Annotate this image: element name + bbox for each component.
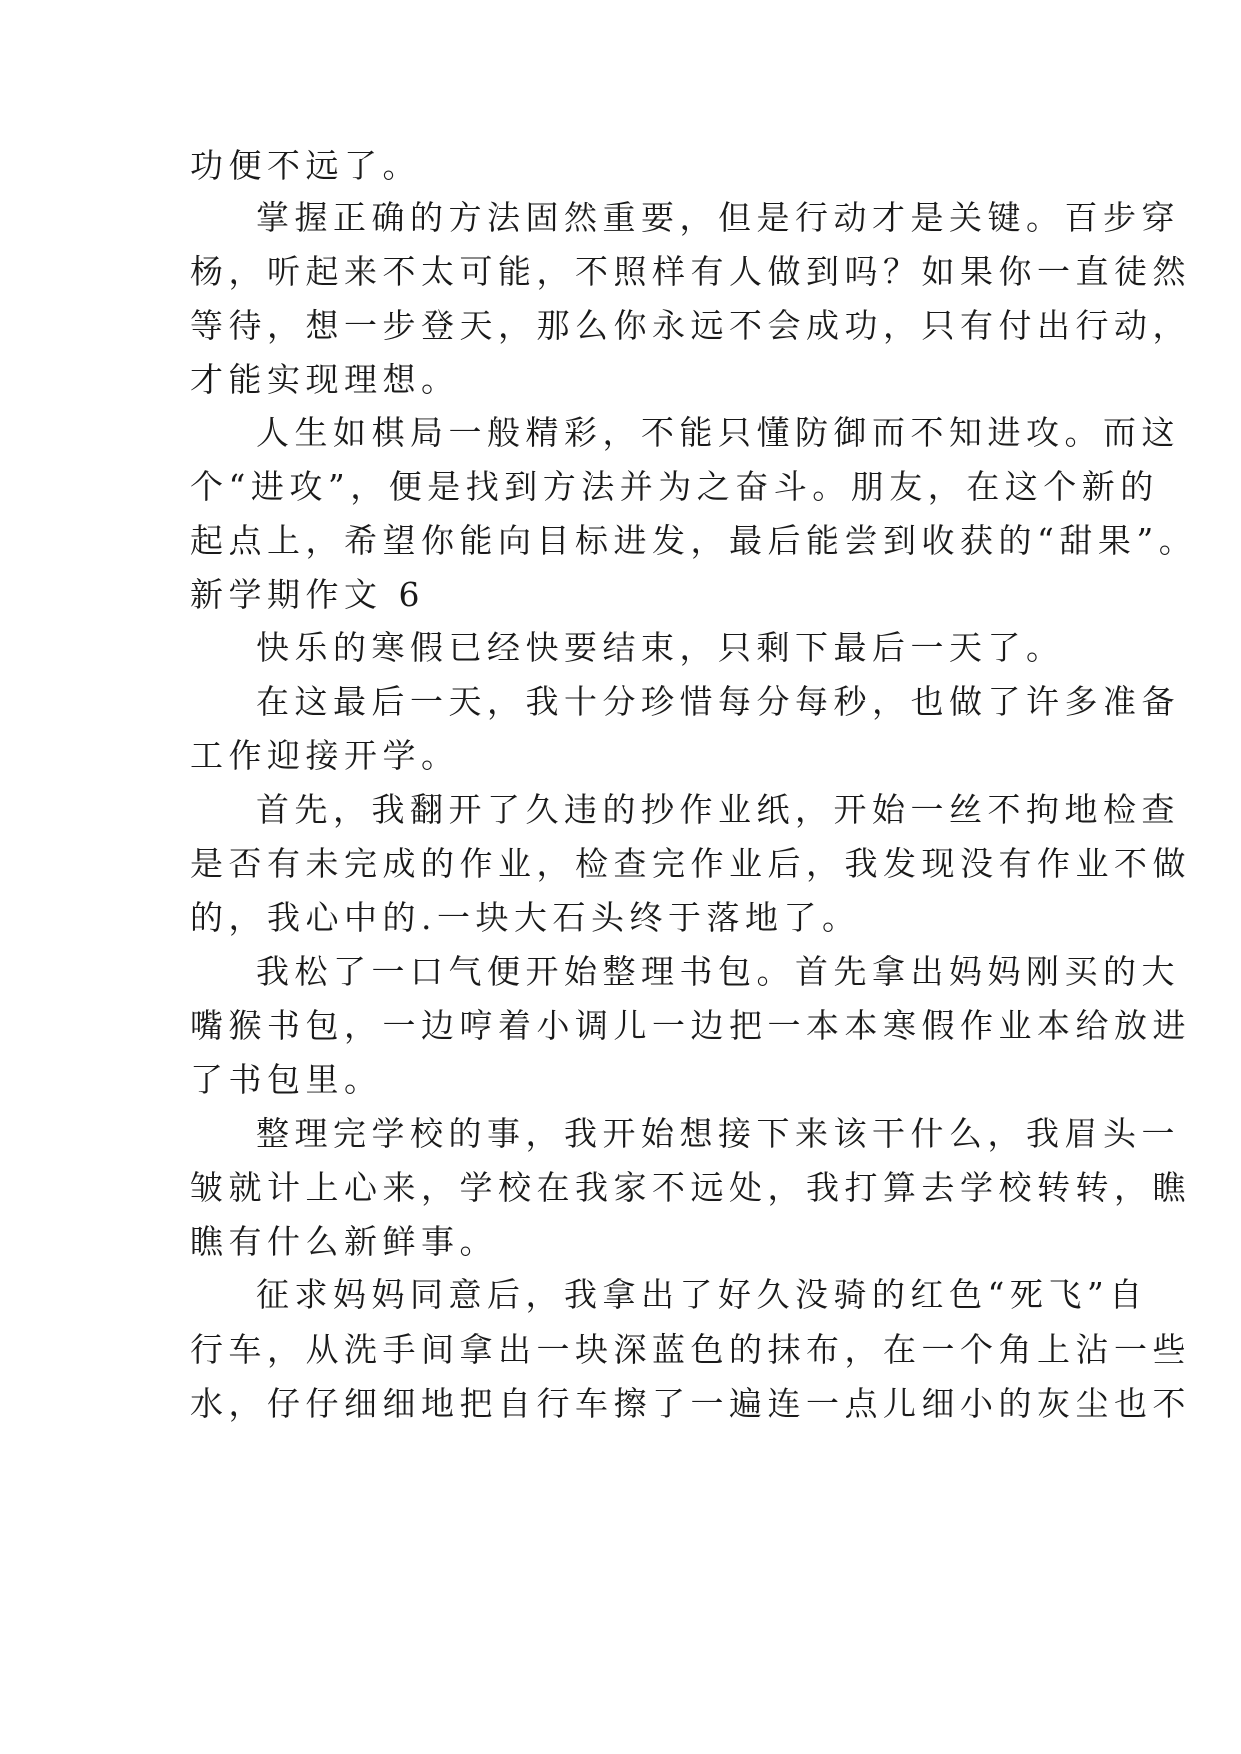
paragraph-first-line: 掌握正确的方法固然重要，但是行动才是关键。百步穿 [256,198,1180,237]
section-heading: 新学期作文 6 [190,575,425,614]
paragraph-first-line: 人生如棋局一般精彩，不能只懂防御而不知进攻。而这 [256,413,1180,452]
text-line: 等待，想一步登天，那么你永远不会成功，只有付出行动， [190,306,1191,345]
paragraph-first-line: 在这最后一天，我十分珍惜每分每秒，也做了许多准备 [256,682,1180,721]
text-line: 个“进攻”，便是找到方法并为之奋斗。朋友，在这个新的 [190,467,1159,506]
text-line: 行车，从洗手间拿出一块深蓝色的抹布，在一个角上沾一些 [190,1330,1191,1369]
text-line: 功便不远了。 [190,146,421,185]
text-line: 工作迎接开学。 [190,736,460,775]
paragraph-first-line: 首先，我翻开了久违的抄作业纸，开始一丝不拘地检查 [256,790,1180,829]
paragraph-first-line: 整理完学校的事，我开始想接下来该干什么，我眉头一 [256,1114,1180,1153]
text-line: 嘴猴书包，一边哼着小调儿一边把一本本寒假作业本给放进 [190,1006,1191,1045]
text-line: 杨，听起来不太可能，不照样有人做到吗？如果你一直徒然 [190,252,1191,291]
text-line: 是否有未完成的作业，检查完作业后，我发现没有作业不做 [190,844,1191,883]
text-line: 才能实现理想。 [190,360,460,399]
text-line: 瞧有什么新鲜事。 [190,1222,498,1261]
paragraph-first-line: 我松了一口气便开始整理书包。首先拿出妈妈刚买的大 [256,952,1180,991]
text-line: 的，我心中的.一块大石头终于落地了。 [190,898,861,937]
text-line: 起点上，希望你能向目标进发，最后能尝到收获的“甜果”。 [190,521,1198,560]
paragraph-first-line: 快乐的寒假已经快要结束，只剩下最后一天了。 [256,628,1065,667]
text-line: 了书包里。 [190,1060,383,1099]
text-line: 水，仔仔细细地把自行车擦了一遍连一点儿细小的灰尘也不 [190,1384,1191,1423]
text-line: 皱就计上心来，学校在我家不远处，我打算去学校转转，瞧 [190,1168,1191,1207]
paragraph-first-line: 征求妈妈同意后，我拿出了好久没骑的红色“死飞”自 [256,1275,1148,1314]
